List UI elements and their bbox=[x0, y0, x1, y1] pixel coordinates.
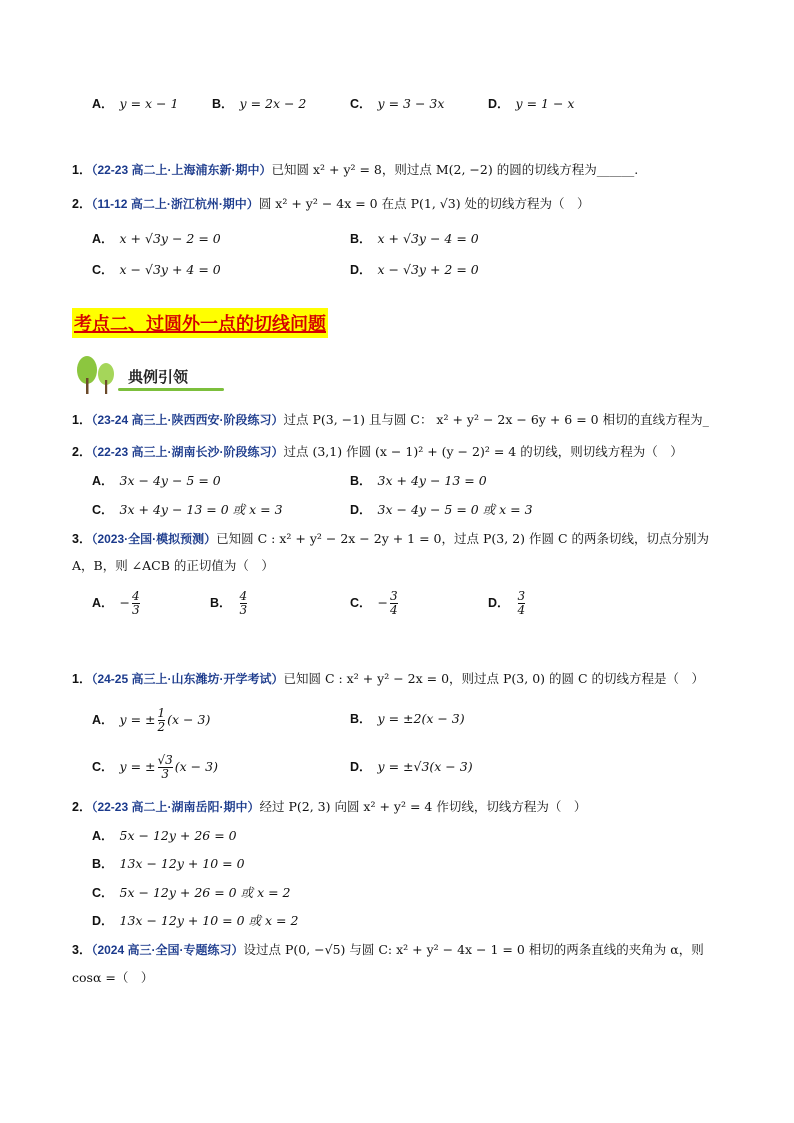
p1-option-a: A． y = ± $\frac{1}{2}$ (x − 3) bbox=[92, 706, 211, 734]
example-2: 2．（22-23 高三上·湖南长沙·阶段练习）过点 (3,1) 作圆 (x − 1)² + (y − 2)² = 4 的切线，则切线方程为（ ） bbox=[72, 444, 683, 459]
e3-option-c: C． − $\frac{3}{4}$ bbox=[350, 589, 398, 617]
p2-option-a: A． 5x − 12y + 26 = 0 bbox=[92, 828, 237, 843]
practice-3: 3．（2024 高三·全国·专题练习）设过点 P(0, −√5) 与圆 C: x² + y² − 4x − 1 = 0 相切的两条直线的夹角为 α，则 bbox=[72, 942, 704, 957]
example-badge bbox=[74, 354, 224, 396]
top-option-d: D． y = 1 − x bbox=[488, 96, 575, 111]
p2-option-c: C． 5x − 12y + 26 = 0 或 x = 2 bbox=[92, 885, 291, 900]
e3-option-a: A． − $\frac{4}{3}$ bbox=[92, 589, 140, 617]
top-option-c: C． y = 3 − 3x bbox=[350, 96, 445, 111]
top-option-b: B． y = 2x − 2 bbox=[212, 96, 307, 111]
question-1a: 1．（22-23 高二上·上海浦东新·期中）已知圆 x² + y² = 8，则过点 M(2, −2) 的圆的切线方程为______. bbox=[72, 162, 639, 177]
badge-label: 典例引领 bbox=[128, 368, 189, 386]
q2a-option-b: B． x + √3y − 4 = 0 bbox=[350, 231, 479, 246]
e3-option-b: B． $\frac{4}{3}$ bbox=[210, 589, 248, 617]
e2-option-d: D． 3x − 4y − 5 = 0 或 x = 3 bbox=[350, 502, 533, 517]
e2-option-c: C． 3x + 4y − 13 = 0 或 x = 3 bbox=[92, 502, 283, 517]
example-1: 1．（23-24 高三上·陕西西安·阶段练习）过点 P(3, −1) 且与圆 C： x² + y² − 2x − 6y + 6 = 0 相切的直线方程为_ bbox=[72, 412, 709, 427]
top-option-a: A． y = x − 1 bbox=[92, 96, 179, 111]
question-2a: 2．（11-12 高二上·浙江杭州·期中）圆 x² + y² − 4x = 0 在点 P(1, √3) 处的切线方程为（ ） bbox=[72, 196, 590, 211]
practice-2: 2．（22-23 高二上·湖南岳阳·期中）经过 P(2, 3) 向圆 x² + y² = 4 作切线，切线方程为（ ） bbox=[72, 799, 587, 814]
e2-option-a: A． 3x − 4y − 5 = 0 bbox=[92, 473, 221, 488]
q2a-option-c: C． x − √3y + 4 = 0 bbox=[92, 262, 221, 277]
p1-option-c: C． y = ± $\frac{√3}{3}$ (x − 3) bbox=[92, 753, 218, 781]
section-title: 考点二、过圆外一点的切线问题 bbox=[72, 308, 328, 338]
practice-3-cont: cosα =（ ） bbox=[72, 970, 154, 985]
badge-underline bbox=[118, 388, 224, 391]
p2-option-d: D． 13x − 12y + 10 = 0 或 x = 2 bbox=[92, 913, 299, 928]
example-3-cont: A，B，则 ∠ACB 的正切值为（ ） bbox=[72, 558, 274, 573]
example-3: 3．（2023·全国·模拟预测）已知圆 C : x² + y² − 2x − 2y + 1 = 0，过点 P(3, 2) 作圆 C 的两条切线，切点分别为 bbox=[72, 531, 709, 546]
q2a-option-a: A． x + √3y − 2 = 0 bbox=[92, 231, 221, 246]
tree-icon bbox=[74, 354, 124, 396]
q2a-option-d: D． x − √3y + 2 = 0 bbox=[350, 262, 479, 277]
p1-option-d: D． y = ±√3(x − 3) bbox=[350, 759, 473, 774]
practice-1: 1．（24-25 高三上·山东潍坊·开学考试）已知圆 C : x² + y² − 2x = 0，则过点 P(3, 0) 的圆 C 的切线方程是（ ） bbox=[72, 671, 705, 686]
p1-option-b: B． y = ±2(x − 3) bbox=[350, 711, 465, 726]
p2-option-b: B． 13x − 12y + 10 = 0 bbox=[92, 856, 245, 871]
e3-option-d: D． $\frac{3}{4}$ bbox=[488, 589, 526, 617]
e2-option-b: B． 3x + 4y − 13 = 0 bbox=[350, 473, 487, 488]
